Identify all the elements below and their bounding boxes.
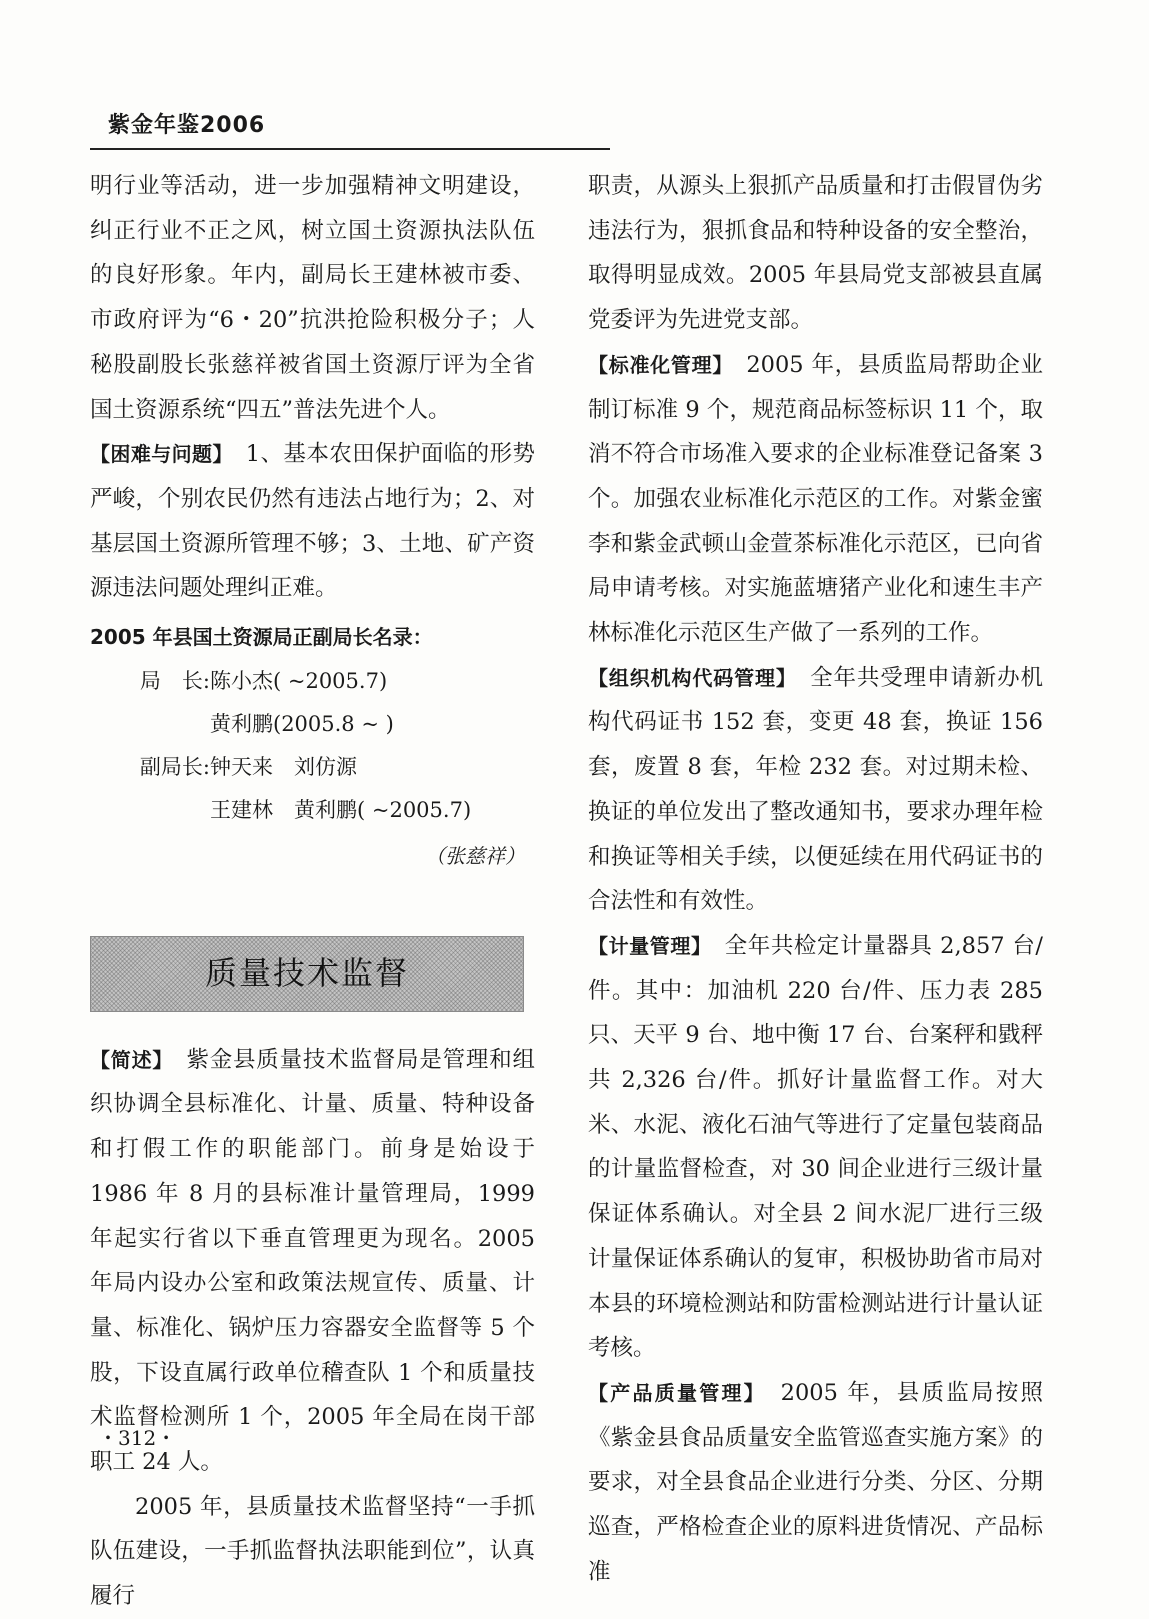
metrology-text: 全年共检定计量器具 2,857 台/件。其中：加油机 220 台/件、压力表 285 只、天平 9 台、地中衡 17 台、台案秤和戥秤共 2,326 台/件。抓好计量监督工作。对大米、水泥、液化石油气等进行了定量包装商品的计量监督检查，对 30 间企业进行三级计量保证体系确认。对全县 2 间水泥厂进行三级计量保证体系确认的复审，积极协助省市局对本县的环境检测站和防雷检测站进行计量认证考核。 [588, 932, 1043, 1362]
paragraph-summary [90, 1038, 535, 1485]
paragraph-standardization [588, 343, 1043, 656]
header-rule [90, 148, 610, 150]
page-number: ・312・ [98, 1426, 177, 1450]
org-code-heading: 【组织机构代码管理】 [588, 665, 787, 690]
running-title: 紫金年鉴2006 [108, 113, 266, 138]
roster-title: 2005 年县国土资源局正副局长名录： [90, 625, 433, 650]
paragraph-org-code [588, 656, 1043, 924]
roster-row-deputy [90, 746, 535, 789]
roster-row-director [90, 660, 535, 703]
paragraph-difficulties [90, 432, 535, 611]
author-credit: （张慈祥） [425, 843, 525, 868]
director-roster [90, 660, 535, 832]
roster-names: 钟天来 刘仿源 [210, 754, 357, 779]
left-column [90, 164, 535, 1619]
roster-role: 局 长: [139, 668, 210, 693]
paragraph-product-quality [588, 1371, 1043, 1595]
paragraph-continuation: 明行业等活动，进一步加强精神文明建设，纠正行业不正之风，树立国土资源执法队伍的良好形象。年内，副局长王建林被市委、市政府评为“6・20”抗洪抢险积极分子；人秘股副股长张慈祥被省国土资源厅评为全省国土资源系统“四五”普法先进个人。 [90, 173, 535, 423]
metrology-heading: 【计量管理】 [588, 933, 702, 958]
paragraph-policy: 2005 年，县质量技术监督坚持“一手抓队伍建设，一手抓监督执法职能到位”，认真履行 [90, 1493, 535, 1610]
difficulties-text: 1、基本农田保护面临的形势严峻，个别农民仍然有违法占地行为；2、对基层国土资源所管理不够；3、土地、矿产资源违法问题处理纠正难。 [90, 441, 536, 602]
paragraph-continuation: 职责，从源头上狠抓产品质量和打击假冒伪劣违法行为，狠抓食品和特种设备的安全整治，取得明显成效。2005 年县局党支部被县直属党委评为先进党支部。 [588, 173, 1043, 334]
org-code-text: 全年共受理申请新办机构代码证书 152 套，变更 48 套，换证 156 套，废置 8 套，年检 232 套。对过期未检、换证的单位发出了整改通知书，要求办理年检和换证等相关手续，以便延续在用代码证书的合法性和有效性。 [588, 664, 1043, 915]
section-banner [90, 936, 524, 1012]
roster-names: 陈小杰( ~2005.7) [210, 668, 388, 693]
roster-role: 副局长: [139, 754, 210, 779]
roster-names-continued: 黄利鹏(2005.8 ~ ) [210, 711, 394, 736]
summary-text: 紫金县质量技术监督局是管理和组织协调全县标准化、计量、质量、特种设备和打假工作的职能部门。前身是始设于 1986 年 8 月的县标准计量管理局，1999 年起实行省以下垂直管理更为现名。2005 年局内设办公室和政策法规宣传、质量、计量、标准化、锅炉压力容器安全监督等 5 个股，下设直属行政单位稽查队 1 个和质量技术监督检测所 1 个，2005 年全局在岗干部职工 24 人。 [90, 1046, 535, 1476]
paragraph-metrology [588, 924, 1043, 1371]
difficulties-heading: 【困难与问题】 [90, 442, 223, 467]
section-title: 质量技术监督 [204, 954, 409, 993]
roster-names-continued: 王建林 黄利鹏( ~2005.7) [210, 797, 472, 822]
right-column [588, 164, 1043, 1595]
summary-heading: 【简述】 [90, 1047, 164, 1072]
product-quality-text: 2005 年，县质监局按照《紫金县食品质量安全监管巡查实施方案》的要求，对全县食品企业进行分类、分区、分期巡查，严格检查企业的原料进货情况、产品标准 [588, 1379, 1043, 1585]
standardization-text: 2005 年，县质监局帮助企业制订标准 9 个，规范商品标签标识 11 个，取消不符合市场准入要求的企业标准登记备案 3 个。加强农业标准化示范区的工作。对紫金蜜李和紫金武顿山金萱茶标准化示范区，已向省局申请考核。对实施蓝塘猪产业化和速生丰产林标准化示范区生产做了一系列的工作。 [588, 351, 1043, 647]
standardization-heading: 【标准化管理】 [588, 352, 724, 377]
product-quality-heading: 【产品质量管理】 [588, 1380, 756, 1405]
